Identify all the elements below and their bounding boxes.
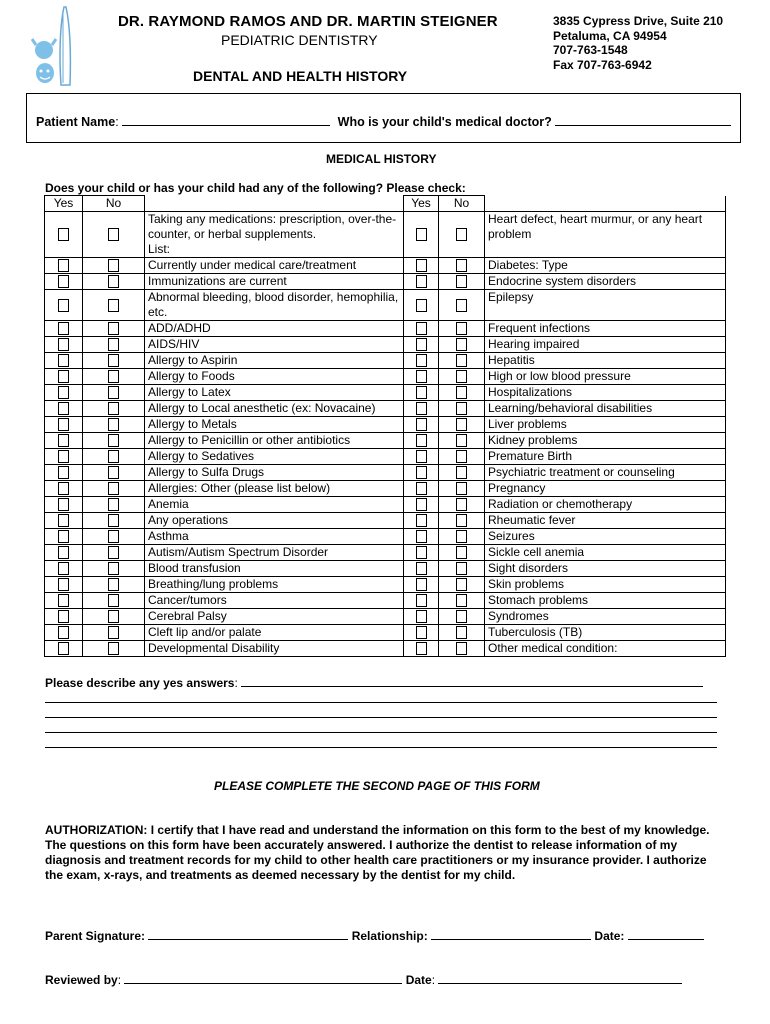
left-yes-checkbox[interactable] bbox=[58, 578, 69, 591]
patient-name-label: Patient Name bbox=[36, 115, 116, 129]
left-yes-checkbox[interactable] bbox=[58, 299, 69, 312]
right-condition-label: Stomach problems bbox=[485, 593, 726, 609]
left-condition-label: Asthma bbox=[145, 529, 404, 545]
left-no-checkbox[interactable] bbox=[108, 642, 119, 655]
right-condition-label: Frequent infections bbox=[485, 321, 726, 337]
right-yes-checkbox[interactable] bbox=[416, 370, 427, 383]
no-header: No bbox=[439, 196, 485, 212]
left-no-checkbox[interactable] bbox=[108, 434, 119, 447]
table-row bbox=[45, 561, 726, 577]
right-no-checkbox[interactable] bbox=[456, 594, 467, 607]
address-line: Fax 707-763-6942 bbox=[553, 57, 652, 72]
form-title: DENTAL AND HEALTH HISTORY bbox=[193, 68, 408, 84]
left-condition-label: Taking any medications: prescription, over-the-counter, or herbal supplements. List: bbox=[145, 212, 404, 258]
right-condition-label: Pregnancy bbox=[485, 481, 726, 497]
address-line: Petaluma, CA 94954 bbox=[553, 28, 667, 43]
left-no-checkbox[interactable] bbox=[108, 322, 119, 335]
right-no-checkbox[interactable] bbox=[456, 450, 467, 463]
right-yes-checkbox[interactable] bbox=[416, 418, 427, 431]
signature-row bbox=[45, 928, 704, 943]
right-yes-checkbox[interactable] bbox=[416, 562, 427, 575]
right-no-checkbox[interactable] bbox=[456, 338, 467, 351]
right-no-checkbox[interactable] bbox=[456, 434, 467, 447]
right-condition-label: Liver problems bbox=[485, 417, 726, 433]
right-no-checkbox[interactable] bbox=[456, 299, 467, 312]
left-yes-checkbox[interactable] bbox=[58, 402, 69, 415]
right-no-checkbox[interactable] bbox=[456, 259, 467, 272]
table-row bbox=[45, 497, 726, 513]
left-no-checkbox[interactable] bbox=[108, 299, 119, 312]
practice-name: PEDIATRIC DENTISTRY bbox=[221, 32, 378, 48]
left-condition-label: Autism/Autism Spectrum Disorder bbox=[145, 545, 404, 561]
table-row bbox=[45, 449, 726, 465]
practice-address bbox=[553, 14, 723, 72]
patient-info-row: Patient Name: Who is your child's medical doctor? bbox=[36, 114, 731, 129]
left-no-checkbox[interactable] bbox=[108, 418, 119, 431]
patient-name-field[interactable] bbox=[122, 114, 330, 126]
left-no-checkbox[interactable] bbox=[108, 354, 119, 367]
right-no-checkbox[interactable] bbox=[456, 228, 467, 241]
right-no-checkbox[interactable] bbox=[456, 578, 467, 591]
table-row bbox=[45, 433, 726, 449]
table-row bbox=[45, 369, 726, 385]
left-condition-label: Any operations bbox=[145, 513, 404, 529]
right-no-checkbox[interactable] bbox=[456, 642, 467, 655]
left-condition-label: Cleft lip and/or palate bbox=[145, 625, 404, 641]
right-no-checkbox[interactable] bbox=[456, 386, 467, 399]
left-no-checkbox[interactable] bbox=[108, 530, 119, 543]
reviewed-by-label: Reviewed by bbox=[45, 973, 118, 987]
left-yes-checkbox[interactable] bbox=[58, 562, 69, 575]
table-row bbox=[45, 290, 726, 321]
left-condition-label: Allergy to Penicillin or other antibiotics bbox=[145, 433, 404, 449]
left-condition-label: Allergy to Aspirin bbox=[145, 353, 404, 369]
left-condition-label: Cancer/tumors bbox=[145, 593, 404, 609]
left-yes-checkbox[interactable] bbox=[58, 418, 69, 431]
right-condition-label: Premature Birth bbox=[485, 449, 726, 465]
right-condition-label: Seizures bbox=[485, 529, 726, 545]
right-yes-checkbox[interactable] bbox=[416, 386, 427, 399]
left-no-checkbox[interactable] bbox=[108, 626, 119, 639]
left-yes-checkbox[interactable] bbox=[58, 514, 69, 527]
left-yes-checkbox[interactable] bbox=[58, 530, 69, 543]
left-no-checkbox[interactable] bbox=[108, 402, 119, 415]
right-condition-label: Endocrine system disorders bbox=[485, 274, 726, 290]
signature-date-label: Date: bbox=[594, 929, 625, 943]
left-yes-checkbox[interactable] bbox=[58, 498, 69, 511]
left-no-checkbox[interactable] bbox=[108, 466, 119, 479]
right-no-checkbox[interactable] bbox=[456, 482, 467, 495]
right-yes-checkbox[interactable] bbox=[416, 610, 427, 623]
left-yes-checkbox[interactable] bbox=[58, 322, 69, 335]
describe-field[interactable] bbox=[241, 675, 703, 687]
right-condition-label: Epilepsy bbox=[485, 290, 726, 321]
left-no-checkbox[interactable] bbox=[108, 338, 119, 351]
right-condition-label: Hospitalizations bbox=[485, 385, 726, 401]
left-yes-checkbox[interactable] bbox=[58, 434, 69, 447]
left-yes-checkbox[interactable] bbox=[58, 450, 69, 463]
right-yes-checkbox[interactable] bbox=[416, 259, 427, 272]
right-condition-label: Hepatitis bbox=[485, 353, 726, 369]
right-no-checkbox[interactable] bbox=[456, 322, 467, 335]
right-yes-checkbox[interactable] bbox=[416, 482, 427, 495]
reviewed-by-field[interactable] bbox=[124, 972, 402, 984]
table-row bbox=[45, 353, 726, 369]
left-no-checkbox[interactable] bbox=[108, 228, 119, 241]
left-condition-label: Currently under medical care/treatment bbox=[145, 258, 404, 274]
right-condition-label: Learning/behavioral disabilities bbox=[485, 401, 726, 417]
right-yes-checkbox[interactable] bbox=[416, 434, 427, 447]
table-row bbox=[45, 577, 726, 593]
table-row bbox=[45, 212, 726, 258]
left-condition-label: Allergy to Latex bbox=[145, 385, 404, 401]
left-no-checkbox[interactable] bbox=[108, 514, 119, 527]
review-row: Reviewed by: Date: bbox=[45, 972, 682, 987]
left-no-checkbox[interactable] bbox=[108, 562, 119, 575]
right-yes-checkbox[interactable] bbox=[416, 642, 427, 655]
right-no-checkbox[interactable] bbox=[456, 275, 467, 288]
describe-line[interactable] bbox=[45, 747, 717, 748]
table-row bbox=[45, 545, 726, 561]
right-condition-label: Rheumatic fever bbox=[485, 513, 726, 529]
right-no-checkbox[interactable] bbox=[456, 370, 467, 383]
describe-row: Please describe any yes answers: bbox=[45, 675, 703, 690]
medical-history-title: MEDICAL HISTORY bbox=[326, 152, 437, 166]
right-condition-label: Sight disorders bbox=[485, 561, 726, 577]
left-condition-label: AIDS/HIV bbox=[145, 337, 404, 353]
right-yes-checkbox[interactable] bbox=[416, 228, 427, 241]
table-row bbox=[45, 337, 726, 353]
table-row bbox=[45, 513, 726, 529]
right-no-checkbox[interactable] bbox=[456, 498, 467, 511]
right-no-checkbox[interactable] bbox=[456, 514, 467, 527]
left-no-checkbox[interactable] bbox=[108, 546, 119, 559]
left-condition-label: Allergy to Metals bbox=[145, 417, 404, 433]
address-line: 3835 Cypress Drive, Suite 210 bbox=[553, 14, 724, 28]
relationship-label: Relationship: bbox=[351, 929, 428, 943]
left-yes-checkbox[interactable] bbox=[58, 386, 69, 399]
right-condition-label: Kidney problems bbox=[485, 433, 726, 449]
right-no-checkbox[interactable] bbox=[456, 610, 467, 623]
medical-doctor-field[interactable] bbox=[555, 114, 731, 126]
left-yes-checkbox[interactable] bbox=[58, 546, 69, 559]
right-yes-checkbox[interactable] bbox=[416, 402, 427, 415]
medical-history-question: Does your child or has your child had any of the following? Please check: bbox=[45, 181, 466, 195]
table-row bbox=[45, 321, 726, 337]
review-date-field[interactable] bbox=[438, 972, 682, 984]
table-row bbox=[45, 401, 726, 417]
left-no-checkbox[interactable] bbox=[108, 578, 119, 591]
right-yes-checkbox[interactable] bbox=[416, 578, 427, 591]
right-condition-label: Hearing impaired bbox=[485, 337, 726, 353]
left-no-checkbox[interactable] bbox=[108, 450, 119, 463]
table-row bbox=[45, 481, 726, 497]
right-yes-checkbox[interactable] bbox=[416, 354, 427, 367]
describe-label: Please describe any yes answers bbox=[45, 676, 235, 690]
left-no-checkbox[interactable] bbox=[108, 498, 119, 511]
right-condition-label: Psychiatric treatment or counseling bbox=[485, 465, 726, 481]
left-yes-checkbox[interactable] bbox=[58, 642, 69, 655]
left-no-checkbox[interactable] bbox=[108, 610, 119, 623]
signature-date-field[interactable] bbox=[628, 928, 704, 940]
medical-doctor-label: Who is your child's medical doctor? bbox=[337, 115, 552, 129]
right-condition-label: Tuberculosis (TB) bbox=[485, 625, 726, 641]
left-condition-label: Allergy to Sulfa Drugs bbox=[145, 465, 404, 481]
parent-signature-field[interactable] bbox=[148, 928, 348, 940]
left-no-checkbox[interactable] bbox=[108, 482, 119, 495]
right-no-checkbox[interactable] bbox=[456, 530, 467, 543]
left-condition-label: Abnormal bleeding, blood disorder, hemophilia, etc. bbox=[145, 290, 404, 321]
table-row bbox=[45, 625, 726, 641]
right-condition-label: Skin problems bbox=[485, 577, 726, 593]
left-no-checkbox[interactable] bbox=[108, 275, 119, 288]
left-condition-label: Blood transfusion bbox=[145, 561, 404, 577]
left-yes-checkbox[interactable] bbox=[58, 466, 69, 479]
describe-line[interactable] bbox=[45, 732, 717, 733]
right-no-checkbox[interactable] bbox=[456, 546, 467, 559]
table-header-row bbox=[45, 196, 726, 212]
right-condition-label: High or low blood pressure bbox=[485, 369, 726, 385]
yes-header: Yes bbox=[404, 196, 439, 212]
left-no-checkbox[interactable] bbox=[108, 259, 119, 272]
right-yes-checkbox[interactable] bbox=[416, 338, 427, 351]
left-condition-label: Cerebral Palsy bbox=[145, 609, 404, 625]
left-no-checkbox[interactable] bbox=[108, 370, 119, 383]
table-row bbox=[45, 641, 726, 657]
doctors-name: DR. RAYMOND RAMOS AND DR. MARTIN STEIGNER bbox=[118, 13, 498, 30]
right-no-checkbox[interactable] bbox=[456, 418, 467, 431]
right-yes-checkbox[interactable] bbox=[416, 626, 427, 639]
right-condition-label: Radiation or chemotherapy bbox=[485, 497, 726, 513]
left-no-checkbox[interactable] bbox=[108, 594, 119, 607]
left-condition-label: Immunizations are current bbox=[145, 274, 404, 290]
right-no-checkbox[interactable] bbox=[456, 466, 467, 479]
review-date-label: Date bbox=[405, 973, 432, 987]
table-row bbox=[45, 609, 726, 625]
right-condition-label: Other medical condition: bbox=[485, 641, 726, 657]
right-yes-checkbox[interactable] bbox=[416, 322, 427, 335]
left-yes-checkbox[interactable] bbox=[58, 370, 69, 383]
right-yes-checkbox[interactable] bbox=[416, 450, 427, 463]
relationship-field[interactable] bbox=[431, 928, 591, 940]
table-row bbox=[45, 258, 726, 274]
table-row bbox=[45, 465, 726, 481]
address-line: 707-763-1548 bbox=[553, 43, 628, 57]
left-condition-label: Anemia bbox=[145, 497, 404, 513]
left-yes-checkbox[interactable] bbox=[58, 482, 69, 495]
left-yes-checkbox[interactable] bbox=[58, 354, 69, 367]
left-condition-label: Developmental Disability bbox=[145, 641, 404, 657]
left-yes-checkbox[interactable] bbox=[58, 626, 69, 639]
right-condition-label: Sickle cell anemia bbox=[485, 545, 726, 561]
left-condition-label: Breathing/lung problems bbox=[145, 577, 404, 593]
table-row bbox=[45, 385, 726, 401]
right-no-checkbox[interactable] bbox=[456, 626, 467, 639]
no-header: No bbox=[83, 196, 145, 212]
practice-logo bbox=[30, 5, 85, 90]
parent-signature-label: Parent Signature: bbox=[45, 929, 146, 943]
table-row bbox=[45, 529, 726, 545]
second-page-notice: PLEASE COMPLETE THE SECOND PAGE OF THIS FORM bbox=[214, 779, 540, 793]
right-yes-checkbox[interactable] bbox=[416, 594, 427, 607]
right-condition-label: Syndromes bbox=[485, 609, 726, 625]
right-yes-checkbox[interactable] bbox=[416, 498, 427, 511]
left-no-checkbox[interactable] bbox=[108, 386, 119, 399]
left-condition-label: Allergy to Sedatives bbox=[145, 449, 404, 465]
left-yes-checkbox[interactable] bbox=[58, 594, 69, 607]
left-condition-label: Allergy to Local anesthetic (ex: Novacaine) bbox=[145, 401, 404, 417]
left-condition-label: ADD/ADHD bbox=[145, 321, 404, 337]
left-condition-label: Allergy to Foods bbox=[145, 369, 404, 385]
describe-line[interactable] bbox=[45, 702, 717, 703]
right-condition-label: Diabetes: Type bbox=[485, 258, 726, 274]
right-no-checkbox[interactable] bbox=[456, 354, 467, 367]
right-yes-checkbox[interactable] bbox=[416, 530, 427, 543]
right-yes-checkbox[interactable] bbox=[416, 546, 427, 559]
left-yes-checkbox[interactable] bbox=[58, 259, 69, 272]
right-no-checkbox[interactable] bbox=[456, 402, 467, 415]
right-yes-checkbox[interactable] bbox=[416, 514, 427, 527]
right-yes-checkbox[interactable] bbox=[416, 275, 427, 288]
table-row bbox=[45, 593, 726, 609]
right-yes-checkbox[interactable] bbox=[416, 299, 427, 312]
left-condition-label: Allergies: Other (please list below) bbox=[145, 481, 404, 497]
authorization-text: AUTHORIZATION: I certify that I have read and understand the information on this form to the best of my knowledge. The questions on this form have been accurately answered. I authorize the dentist to release information of my diagnosis and treatment records for my child to other health care practitioners or my insurance provider. I authorize the exam, x-rays, and treatments as deemed necessary by the dentist for my child. bbox=[45, 823, 710, 882]
left-yes-checkbox[interactable] bbox=[58, 275, 69, 288]
left-yes-checkbox[interactable] bbox=[58, 338, 69, 351]
yes-header: Yes bbox=[45, 196, 83, 212]
describe-line[interactable] bbox=[45, 717, 717, 718]
left-yes-checkbox[interactable] bbox=[58, 228, 69, 241]
right-no-checkbox[interactable] bbox=[456, 562, 467, 575]
table-row bbox=[45, 274, 726, 290]
table-row bbox=[45, 417, 726, 433]
right-condition-label: Heart defect, heart murmur, or any heart problem bbox=[485, 212, 726, 258]
right-yes-checkbox[interactable] bbox=[416, 466, 427, 479]
left-yes-checkbox[interactable] bbox=[58, 610, 69, 623]
medical-history-table bbox=[44, 195, 726, 657]
